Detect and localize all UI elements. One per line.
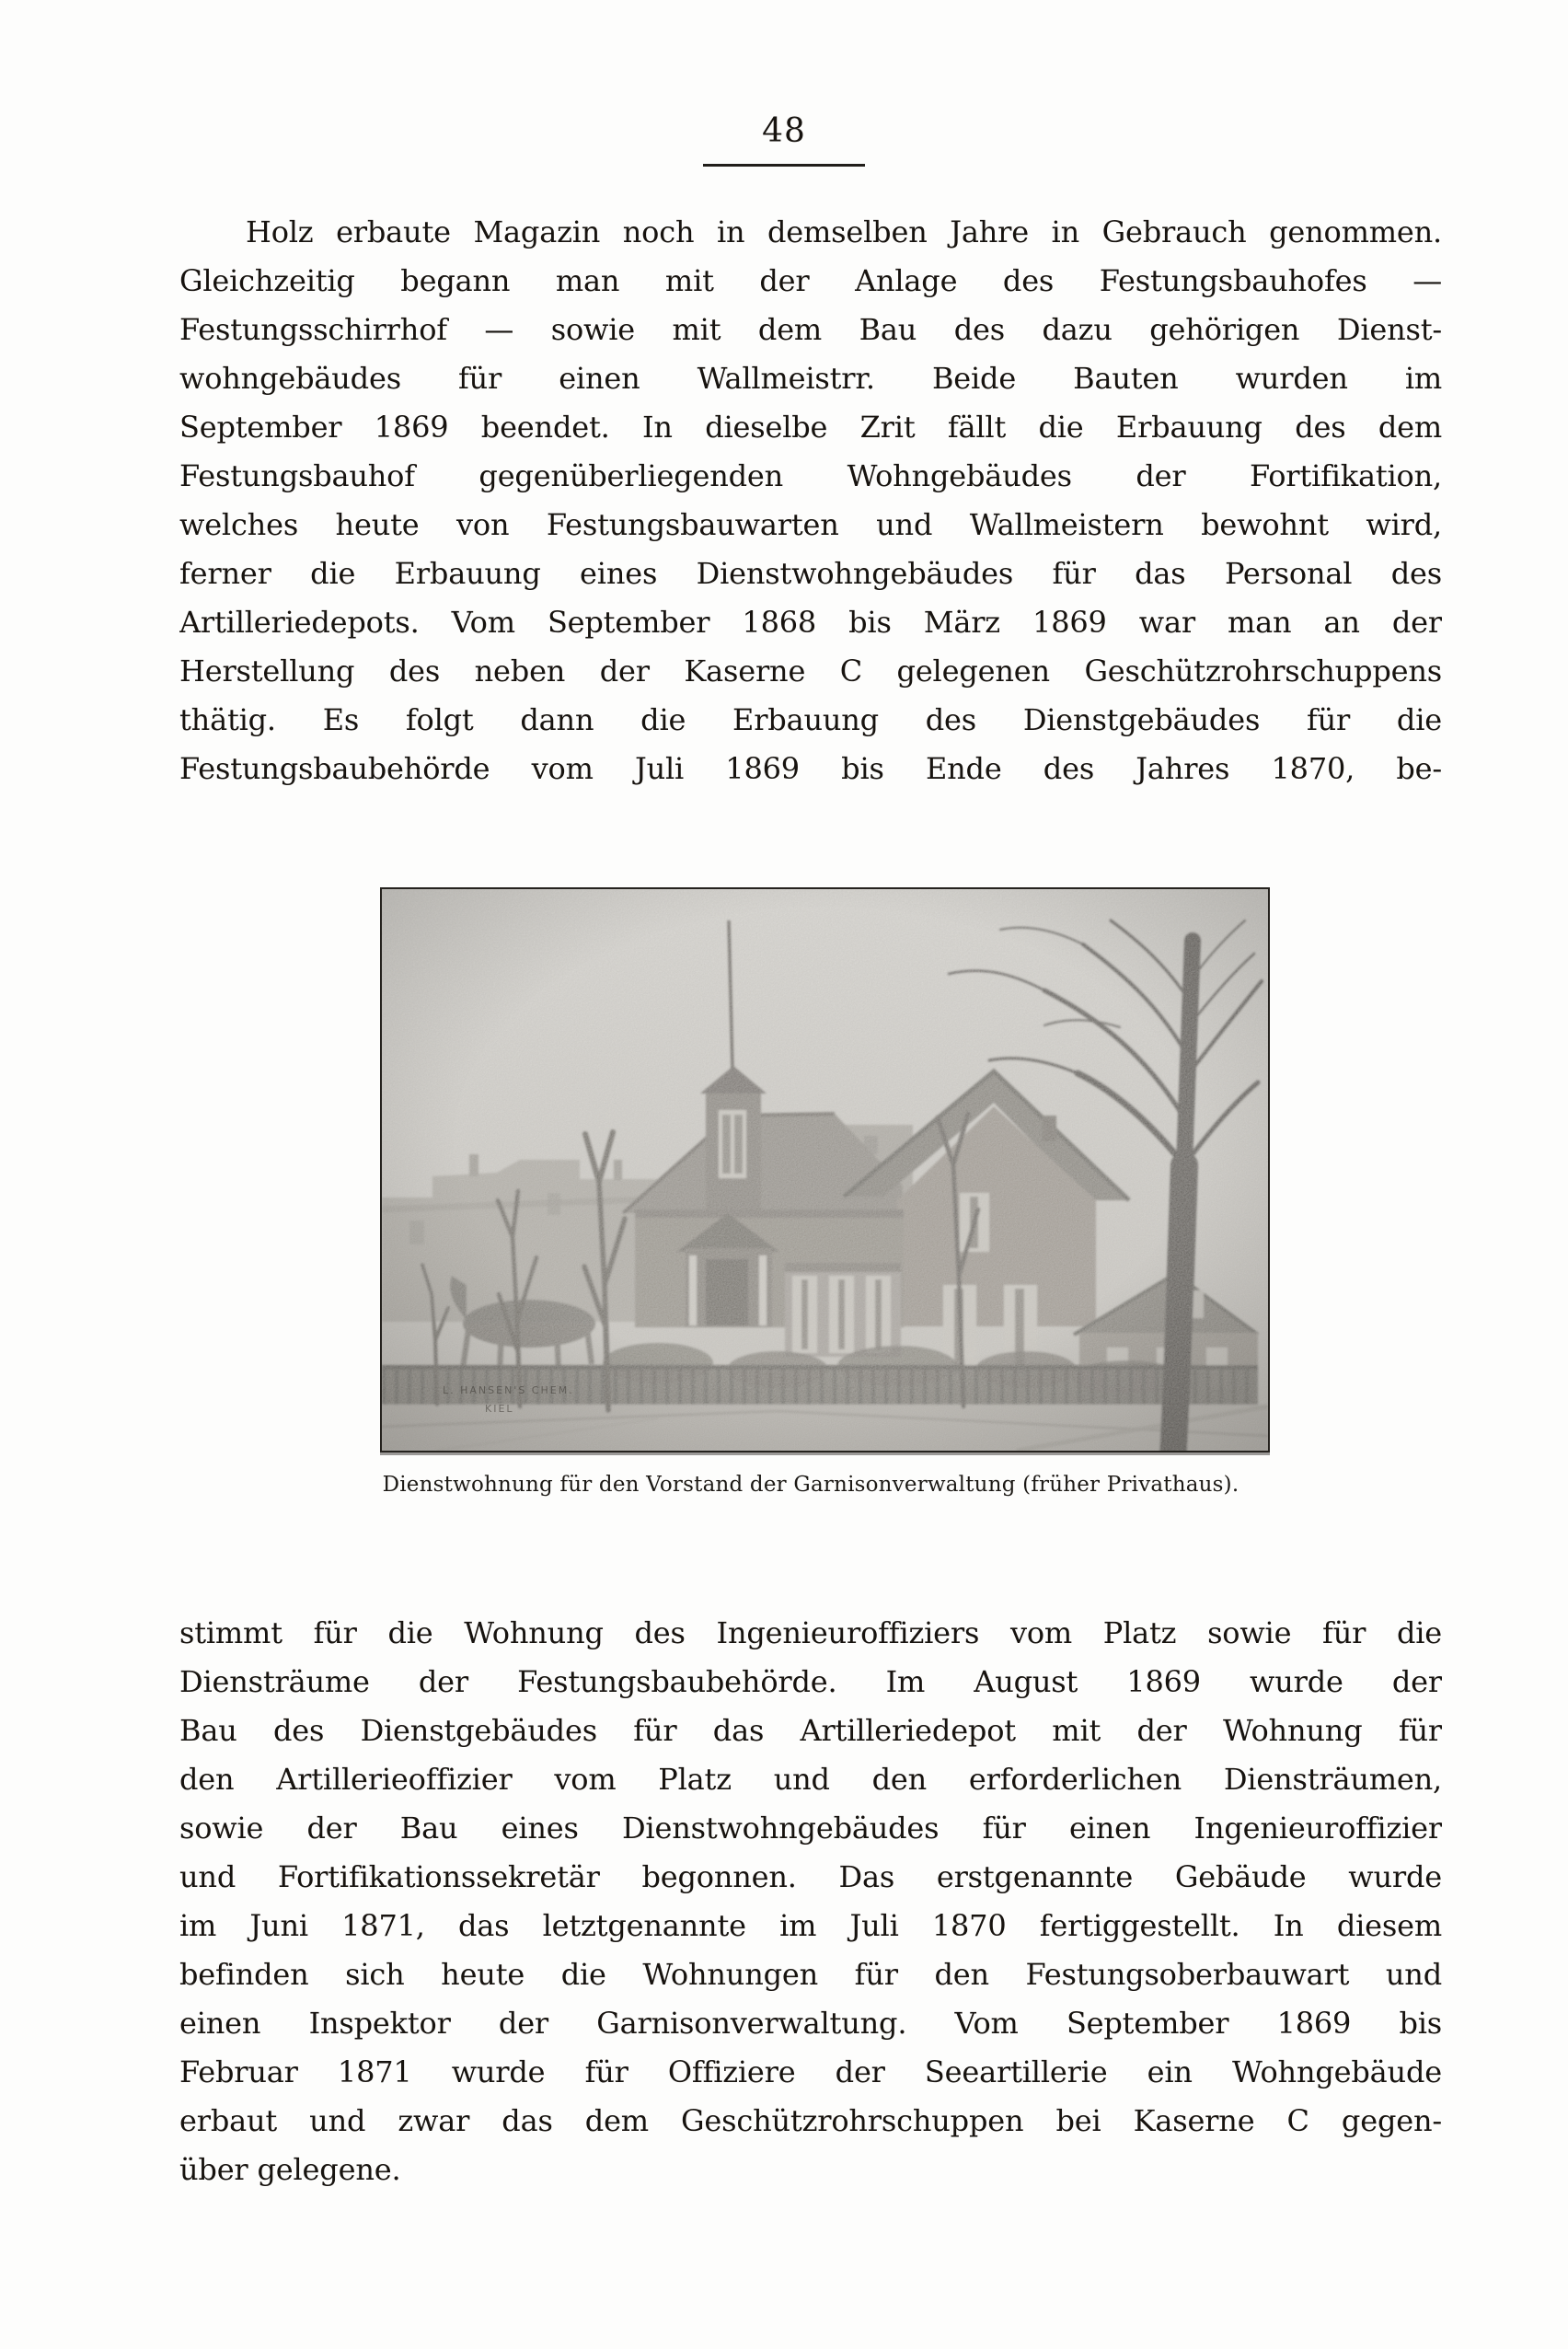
text-line: Festungsbauhof gegenüberliegenden Wohngebäudes der Fortifikation,: [179, 458, 1442, 493]
text-line: Artilleriedepots. Vom September 1868 bis März 1869 war man an der: [179, 605, 1442, 640]
text-line: ferner die Erbauung eines Dienstwohngebäudes für das Personal des: [179, 556, 1442, 591]
text-line: September 1869 beendet. In dieselbe Zrit fällt die Erbauung des dem: [179, 410, 1442, 445]
text-line: Februar 1871 wurde für Offiziere der Seeartillerie ein Wohngebäude: [179, 2054, 1442, 2089]
text-line: welches heute von Festungsbauwarten und Wallmeistern bewohnt wird,: [179, 507, 1442, 542]
text-line: wohngebäudes für einen Wallmeistrr. Beide Bauten wurden im: [179, 361, 1442, 396]
photo-credit-line2: KIEL: [485, 1403, 514, 1415]
text-line: Festungsschirrhof — sowie mit dem Bau des dazu gehörigen Dienst-: [179, 312, 1442, 347]
text-line: thätig. Es folgt dann die Erbauung des Dienstgebäudes für die: [179, 702, 1442, 737]
text-line: Bau des Dienstgebäudes für das Artilleriedepot mit der Wohnung für: [179, 1713, 1442, 1748]
paragraph-top: [179, 208, 1442, 793]
house-photograph: [382, 889, 1268, 1451]
photo-caption: Dienstwohnung für den Vorstand der Garnisonverwaltung (früher Privathaus).: [382, 1473, 1239, 1497]
text-line: und Fortifikationssekretär begonnen. Das erstgenannte Gebäude wurde: [179, 1859, 1442, 1894]
text-line: Holz erbaute Magazin noch in demselben Jahre in Gebrauch genommen.: [246, 214, 1442, 249]
text-line: den Artillerieoffizier vom Platz und den erforderlichen Diensträumen,: [179, 1762, 1442, 1797]
page-number: 48: [703, 109, 865, 167]
photo-figure: [380, 887, 1270, 1452]
text-line: über gelegene.: [179, 2152, 401, 2187]
photo-vignette: [382, 889, 1268, 1451]
text-line: stimmt für die Wohnung des Ingenieuroffiziers vom Platz sowie für die: [179, 1615, 1442, 1650]
text-line: befinden sich heute die Wohnungen für den Festungsoberbauwart und: [179, 1957, 1442, 1992]
text-line: Festungsbaubehörde vom Juli 1869 bis Ende des Jahres 1870, be-: [179, 751, 1442, 786]
text-line: im Juni 1871, das letztgenannte im Juli 1870 fertiggestellt. In diesem: [179, 1908, 1442, 1943]
text-line: Diensträume der Festungsbaubehörde. Im August 1869 wurde der: [179, 1664, 1442, 1699]
text-line: erbaut und zwar das dem Geschützrohrschuppen bei Kaserne C gegen-: [179, 2103, 1442, 2138]
text-line: sowie der Bau eines Dienstwohngebäudes für einen Ingenieuroffizier: [179, 1811, 1442, 1846]
photo-credit-line1: L. HANSEN'S CHEM.: [443, 1384, 574, 1396]
text-line: Herstellung des neben der Kaserne C gelegenen Geschützrohrschuppens: [179, 654, 1442, 688]
paragraph-bottom: [179, 1609, 1442, 2194]
page-header: [0, 109, 1568, 167]
text-line: einen Inspektor der Garnisonverwaltung. Vom September 1869 bis: [179, 2006, 1442, 2041]
text-line: Gleichzeitig begann man mit der Anlage des Festungsbauhofes —: [179, 263, 1442, 298]
